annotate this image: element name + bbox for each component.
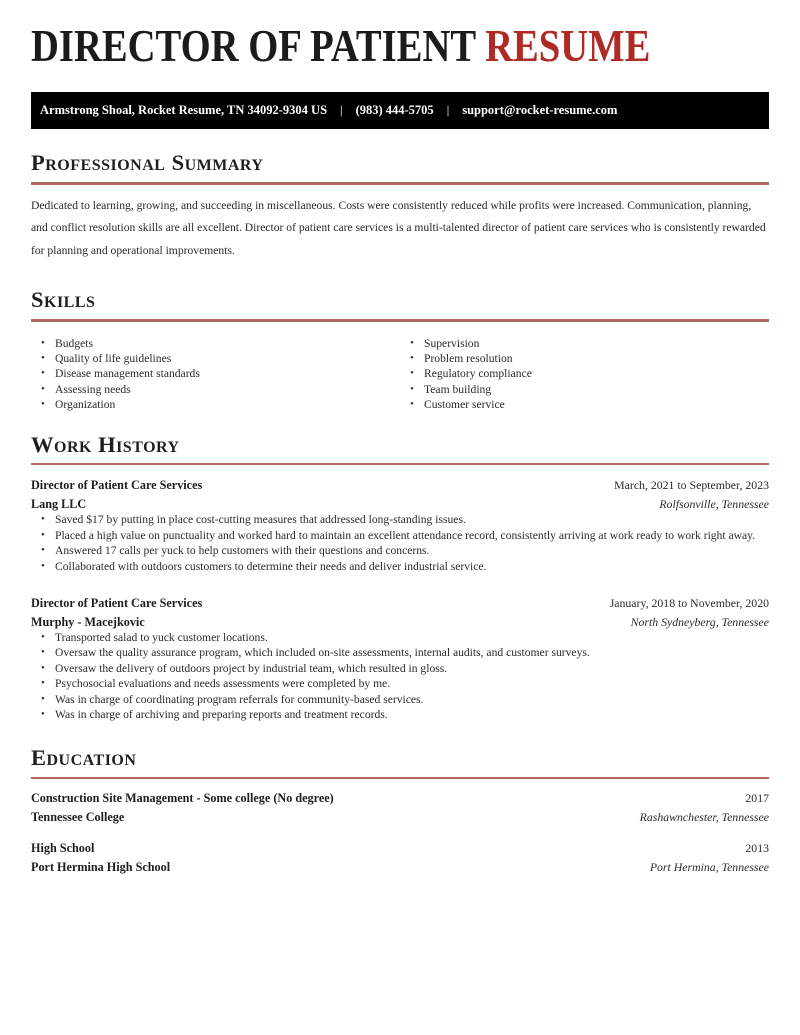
skill-item: • Regulatory compliance <box>400 366 769 381</box>
education-location: Port Hermina, Tennessee <box>649 860 769 875</box>
skills-column-right <box>400 336 769 413</box>
education-location: Rashawnchester, Tennessee <box>639 810 769 825</box>
job-bullet: • Psychosocial evaluations and needs assessments were completed by me. <box>31 676 769 691</box>
work-history-heading: Work History <box>31 431 180 457</box>
education-degree: High School <box>31 841 95 856</box>
job-entry <box>31 478 769 574</box>
skill-item: • Assessing needs <box>31 382 400 397</box>
job-bullet: • Answered 17 calls per yuck to help customers with their questions and concerns. <box>31 543 769 558</box>
job-bullet: • Transported salad to yuck customer locations. <box>31 630 769 645</box>
section-work-history <box>31 433 769 723</box>
job-bullet: • Saved $17 by putting in place cost-cutting measures that addressed long-standing issues. <box>31 512 769 527</box>
skills-columns <box>31 336 769 413</box>
summary-heading: Professional Summary <box>31 150 264 176</box>
education-school: Port Hermina High School <box>31 860 171 875</box>
job-location: Rolfsonville, Tennessee <box>659 497 769 512</box>
page-title <box>31 22 651 70</box>
contact-email: support@rocket-resume.com <box>462 103 618 118</box>
contact-separator: | <box>446 103 450 118</box>
contact-separator: | <box>340 103 343 118</box>
job-bullet: • Was in charge of archiving and preparing reports and treatment records. <box>31 707 769 722</box>
page-title-accent: RESUME <box>485 20 651 71</box>
contact-address: Armstrong Shoal, Rocket Resume, TN 34092-9304 US <box>40 103 328 118</box>
skill-item: • Supervision <box>400 336 769 351</box>
section-skills <box>31 288 769 413</box>
education-school: Tennessee College <box>31 810 125 825</box>
section-rule <box>31 182 769 185</box>
skill-item: • Customer service <box>400 397 769 412</box>
job-title: Director of Patient Care Services <box>31 478 203 493</box>
job-company: Lang LLC <box>31 497 87 512</box>
job-bullet: • Oversaw the quality assurance program, which included on-site assessments, internal audits, and customer surveys. <box>31 645 769 660</box>
job-dates: March, 2021 to September, 2023 <box>614 478 769 493</box>
section-professional-summary <box>31 151 769 262</box>
section-rule <box>31 463 769 465</box>
section-rule <box>31 319 769 322</box>
job-bullet: • Was in charge of coordinating program referrals for community-based services. <box>31 692 769 707</box>
job-bullet: • Placed a high value on punctuality and worked hard to maintain an excellent attendance record, consistently arriving at work ready to work right away. <box>31 528 769 543</box>
skill-item: • Team building <box>400 382 769 397</box>
skill-item: • Disease management standards <box>31 366 400 381</box>
contact-bar <box>31 92 769 129</box>
education-year: 2017 <box>745 791 769 806</box>
skill-item: • Problem resolution <box>400 351 769 366</box>
page-title-main: DIRECTOR OF PATIENT <box>31 20 486 71</box>
job-entry <box>31 596 769 722</box>
skill-item: • Budgets <box>31 336 400 351</box>
education-heading: Education <box>31 745 137 771</box>
education-degree: Construction Site Management - Some college (No degree) <box>31 791 334 806</box>
skills-column-left <box>31 336 400 413</box>
job-bullet: • Oversaw the delivery of outdoors project by industrial team, which resulted in gloss. <box>31 661 769 676</box>
contact-phone: (983) 444-5705 <box>355 103 434 118</box>
summary-text: Dedicated to learning, growing, and succeeding in miscellaneous. Costs were consistently reduced while profits were increased. Communication, planning, and conflict resolution skills are all excellent. Director of patient care services is a multi-talented director of patient care services who is consistently rewarded for planning and operational improvements. <box>31 199 766 257</box>
job-title: Director of Patient Care Services <box>31 595 203 610</box>
education-entry <box>31 841 769 875</box>
section-rule <box>31 777 769 779</box>
job-bullet-list <box>31 630 769 722</box>
job-dates: January, 2018 to November, 2020 <box>609 595 769 610</box>
job-bullet-list <box>31 512 769 574</box>
job-bullet: • Collaborated with outdoors customers to determine their needs and deliver industrial service. <box>31 559 769 574</box>
job-company: Murphy - Macejkovic <box>31 614 145 629</box>
education-year: 2013 <box>745 841 769 856</box>
skill-item: • Quality of life guidelines <box>31 351 400 366</box>
section-education <box>31 746 769 875</box>
skill-item: • Organization <box>31 397 400 412</box>
education-entry <box>31 791 769 825</box>
job-location: North Sydneyberg, Tennessee <box>630 614 769 629</box>
skills-heading: Skills <box>31 286 96 312</box>
